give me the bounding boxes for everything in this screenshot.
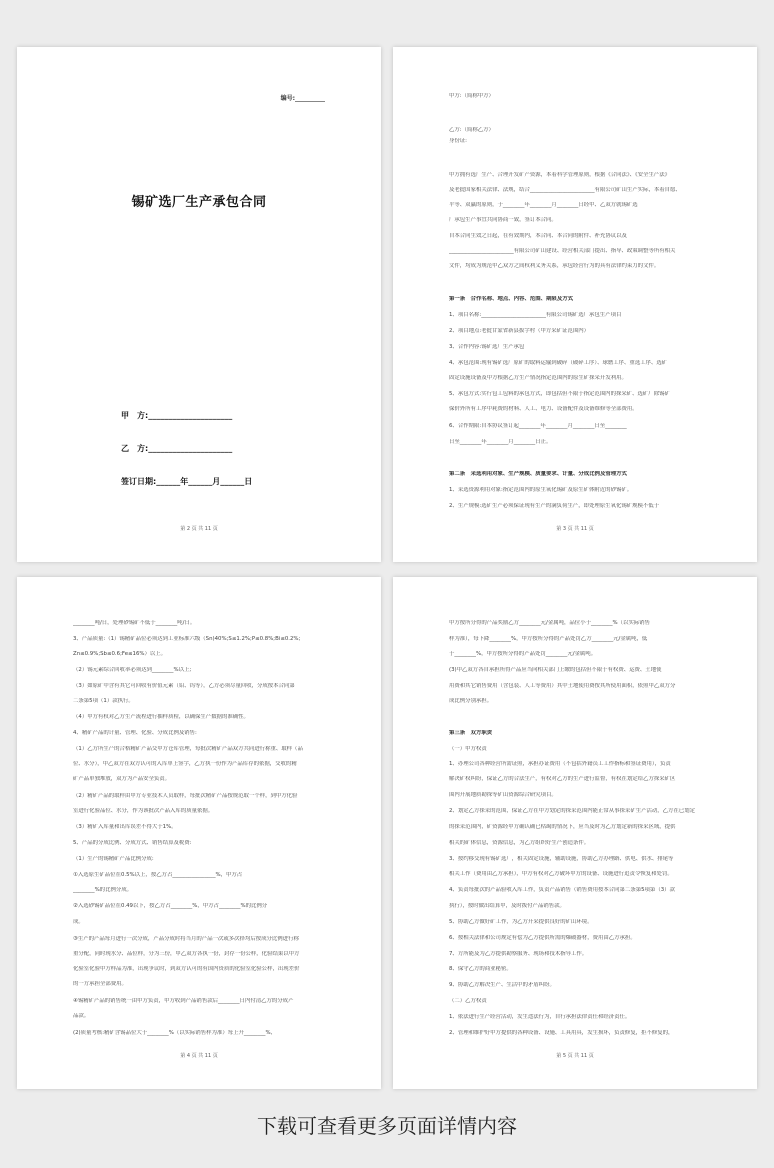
text-line: (3)甲乙双方各自承担所得产品应当向相关部门上缴的包括但不限于有权费、运费、土地使 bbox=[449, 667, 662, 673]
text-line: ________________________有限公司矿山建设、经营相关部门提出、指导、政策调整等所有相关 bbox=[449, 248, 676, 254]
contract-page-2 bbox=[393, 47, 757, 562]
party-a-line: 甲 方:_____________________ bbox=[121, 411, 233, 420]
text-line: ③生产的产品每月进行一次分成，产品分成时将当月的产品一次或多次择均后按成分比例进行称 bbox=[73, 936, 299, 942]
contract-page-cover bbox=[17, 47, 381, 562]
text-line: ________%的比例分成。 bbox=[73, 887, 133, 893]
page-footer: 第 5 页 共 11 页 bbox=[556, 1053, 594, 1059]
text-line: 5、产品的分成比例、分成方式、销售结算及税费: bbox=[73, 840, 192, 846]
text-line: 1、采选资源利用对象:指定范围内的原生氧化锡矿及原生矿体附近的砂锡矿。 bbox=[449, 487, 633, 493]
text-line: ④锡精矿产品的销售统一由甲方负责，甲方收到产品销售款后________日内付清乙方的分成产 bbox=[73, 998, 294, 1004]
text-line: 6、按相关法律和公司规定有偿为乙方提供所需的爆破器材，费用由乙方承担。 bbox=[449, 935, 636, 941]
text-line: 1、项目名称:________________________有限公司锡矿选厂承包生产项目 bbox=[449, 312, 622, 318]
text-line: 二条第5项（1）款执行。 bbox=[73, 698, 134, 704]
page-footer: 第 4 页 共 11 页 bbox=[180, 1053, 218, 1059]
text-line: （1）生产的锡精矿产品比例分成: bbox=[73, 856, 154, 862]
text-line: 2、划定乙方探采的范围，保证乙方在甲方划定的探采范围内能正常从事探采矿生产活动，乙方在已划定 bbox=[449, 808, 696, 814]
contract-number-label: 编号:__________ bbox=[280, 95, 325, 102]
text-line: 化验室化验甲方样品为准，出现争议时，到双方认可的有国内资质的化验室化验公样，出现差价 bbox=[73, 966, 300, 972]
text-line: 甲方拥有选厂生产、合理开发矿产资源，本着科学管理原则，根据《合同法》、《安全生产法》 bbox=[449, 172, 671, 178]
text-line: 位、水分），甲乙双方在双方认可的入库单上签字，乙方执一份作为产品库存的依据，交收的精 bbox=[73, 761, 297, 767]
text-line: 身份证: bbox=[449, 138, 467, 144]
text-line: （一）甲方权责 bbox=[449, 746, 487, 752]
text-line: 的探采范围内，矿资源经甲方确认确已枯竭的情况下，应当及时为乙方划定新的探采区域，提供 bbox=[449, 824, 676, 830]
text-line: 及老挝国家相关法律、法规，结合________________________有限公司矿山生产实际，本着自愿、 bbox=[449, 187, 681, 193]
text-line: 平等、双赢的原则，于________年________月________日经甲、乙双方就锡矿选 bbox=[449, 202, 638, 208]
text-line: 厂承包生产事宜共同协商一致，签订本合同。 bbox=[449, 217, 557, 223]
text-line: 4、负责每批次的产品验收入库工作，负责产品销售（销售费用按本合同第二条第5项第（3）款 bbox=[449, 887, 675, 893]
text-line: 用费和其它销售费用（含包装、人工等费用）其中土地使用费按其所使用面积，依照甲乙双方分 bbox=[449, 683, 676, 689]
text-line: 3、合作内容:锡矿选厂生产承包 bbox=[449, 344, 525, 350]
text-line: （3）如原矿中含有其它可回收有价值元素（铅、钨等），乙方必须尽量回收，分成按本合同第 bbox=[73, 683, 295, 689]
page-footer: 第 2 页 共 11 页 bbox=[180, 526, 218, 532]
page-footer: 第 3 页 共 11 页 bbox=[556, 526, 594, 532]
text-line: （2）精矿产品的取样由甲方专业技术人员取样，每批次精矿产品按规范取一个样，到甲方化验 bbox=[73, 793, 298, 799]
text-line: 6、合作期限:自本协议签订起________年________月________日至________ bbox=[449, 423, 627, 429]
text-line: 1、办理公司各种经营所需证照，承担办证费用（不包括外籍员工工作指标和签证费用），负责 bbox=[449, 761, 671, 767]
text-line: 矿产品单独堆放，双方为产品安全负责。 bbox=[73, 776, 171, 782]
text-line: 8、保守乙方的商业秘密。 bbox=[449, 966, 512, 972]
download-caption: 下载可查看更多页面详情内容 bbox=[257, 1114, 517, 1138]
text-line: 2、生产规模:选矿生产必须保证现有生产的满负荷生产，即处理原生氧化锡矿规模不低于 bbox=[449, 503, 660, 509]
text-line: 3、产品质量:（1）锡精矿品位必须达到工业标准六级（Sn)40%;S≤1.2%;P≤0.8%;Bi≤0.2%; bbox=[73, 636, 301, 642]
text-line: （4）甲方有权对乙方生产流程进行抽样质检，以确保生产数据的准确性。 bbox=[73, 714, 249, 720]
text-line: 5、协助乙方做好矿工作，为乙方开采提供良好的矿山环境。 bbox=[449, 919, 593, 925]
text-line: 样为准），每下降________%，甲方按所分得的产品处罚乙方________元/金属吨，低 bbox=[449, 636, 648, 642]
text-line: ①入选原生矿品位在0.5%以上，按乙方占________________%，甲方占 bbox=[73, 872, 243, 878]
text-line: 重分配，同时现水分、品位样，分为三份，甲乙双方各执一份，封存一份公样，化验结果以甲方 bbox=[73, 951, 300, 957]
text-line: 乙方:（简称乙方） bbox=[449, 127, 494, 133]
text-line: 解决矿权纠纷，保证乙方的合法生产，有权对乙方的生产进行监督，有权在划定给乙方探采矿区 bbox=[449, 776, 676, 782]
section-heading: 第三条 双方职责 bbox=[449, 730, 493, 736]
text-line: 9、协助乙方解决生产、生活中的矛盾纠纷。 bbox=[449, 982, 555, 988]
text-line: 7、方所能及为乙方提供勘察服务、现场和技术指导工作。 bbox=[449, 951, 588, 957]
text-line: 保价外所有工序中耗费的材料、人工、电力、设备配件及设备维修等全部费用。 bbox=[449, 406, 638, 412]
text-line: 5、承包方式:实行包工包料的承包方式，即包括但不限于指定范围内的探采矿、选矿厂除锡矿 bbox=[449, 391, 670, 397]
text-line: 2、项目地点:老挝甘蒙省新县拔字村（甲方采矿证范围内） bbox=[449, 328, 590, 334]
text-line: 成。 bbox=[73, 919, 84, 925]
text-line: 日至________年________月________日止。 bbox=[449, 439, 552, 445]
text-line: 自本合同生效之日起，在有效期内，本合同、本合同的附件、补充协议以及 bbox=[449, 233, 627, 239]
text-line: 甲方按所分得的产品奖励乙方________元/金属吨，品位小于________%（以实际销售 bbox=[449, 620, 651, 626]
section-heading: 第一条 合作名称、地点、内容、范围、期限及方式 bbox=[449, 296, 573, 302]
text-line: 相关工作（费用由乙方承担），甲方有权对乙方破坏甲方的设备、设施进行追责令恢复和处罚。 bbox=[449, 871, 673, 877]
text-line: 3、按约移交现有锡矿选厂，相关固定设施，辅助设施，协助乙方办理路、供电、供水、排尾等 bbox=[449, 856, 674, 862]
text-line: 的一方承担全部费用。 bbox=[73, 981, 127, 987]
text-line: Zn≤0.9%;Sb≤0.6;Fe≤16%）以上。 bbox=[73, 651, 167, 657]
text-line: 成比例分别承担。 bbox=[449, 698, 493, 704]
text-line: 2、管理和维护好甲方提供的各种设备、设施、工具用具，发生损坏，负责修复，拒不修复的， bbox=[449, 1030, 674, 1036]
text-line: 1、依法进行生产经营活动，发生违法行为，自行承担法律责任和经济责任。 bbox=[449, 1014, 631, 1020]
contract-title: 锡矿选厂生产承包合同 bbox=[131, 195, 267, 210]
section-heading: 第二条 采选利用对象、生产规模、质量要求、计量、分成比例及管理方式 bbox=[449, 471, 627, 477]
text-line: 围内开展地质勘探等矿山资源综合研究项目。 bbox=[449, 792, 557, 798]
contract-page-4 bbox=[393, 577, 757, 1089]
text-line: （1）乙方所生产的合格精矿产品交甲方仓库管理，每批次精矿产品双方共同进行称重、取样（品 bbox=[73, 746, 303, 752]
text-line: （3）精矿入库量和出库误差不得大于1%。 bbox=[73, 824, 177, 830]
text-line: 4、承包范围:现有锡矿选厂原矿的取料运输到破碎（破碎工序）、球磨工序、重选工序、选矿 bbox=[449, 360, 668, 366]
text-line: 于________%，甲方按所分得的产品处罚________元/金属吨。 bbox=[449, 651, 597, 657]
text-line: 文件，均成为规范甲乙双方之间权利义务关系，承包经营行为的具有法律约束力的文件。 bbox=[449, 263, 660, 269]
sign-date-line: 签订日期:______年______月______日 bbox=[121, 477, 253, 486]
contract-page-3 bbox=[17, 577, 381, 1089]
text-line: 执行），按时做出结算甲，及时拨付产品销售款。 bbox=[449, 903, 565, 909]
text-line: 相关的矿体信息，资源信息，为乙方组织好生产创造条件。 bbox=[449, 840, 590, 846]
party-b-line: 乙 方:_____________________ bbox=[121, 444, 233, 453]
text-line: 固定设施设备及甲方根据乙方生产情况指定范围内的原生矿探采开发利用。 bbox=[449, 375, 627, 381]
text-line: （2）锡元素综合回收率必须达到________%以上; bbox=[73, 667, 192, 673]
text-line: (2)质量考核:精矿含锡品位大于________%（以实际销售样为准）每上升________%, bbox=[73, 1030, 273, 1036]
text-line: 品款。 bbox=[73, 1013, 90, 1019]
text-line: 4、精矿产品的计量、管理、化验、分成比例及销售: bbox=[73, 730, 197, 736]
text-line: 甲方:（简称甲方） bbox=[449, 93, 494, 99]
text-line: ②入选砂锡矿品位在0.49以下，按乙方占________%，甲方占________%的比例分 bbox=[73, 903, 268, 909]
text-line: 室进行化验品位、水分，作为该批次产品入库的质量依据。 bbox=[73, 808, 214, 814]
text-line: ________吨/日，处理砂锡矿不低于________吨/日。 bbox=[73, 620, 196, 626]
text-line: （二）乙方权责 bbox=[449, 998, 487, 1004]
